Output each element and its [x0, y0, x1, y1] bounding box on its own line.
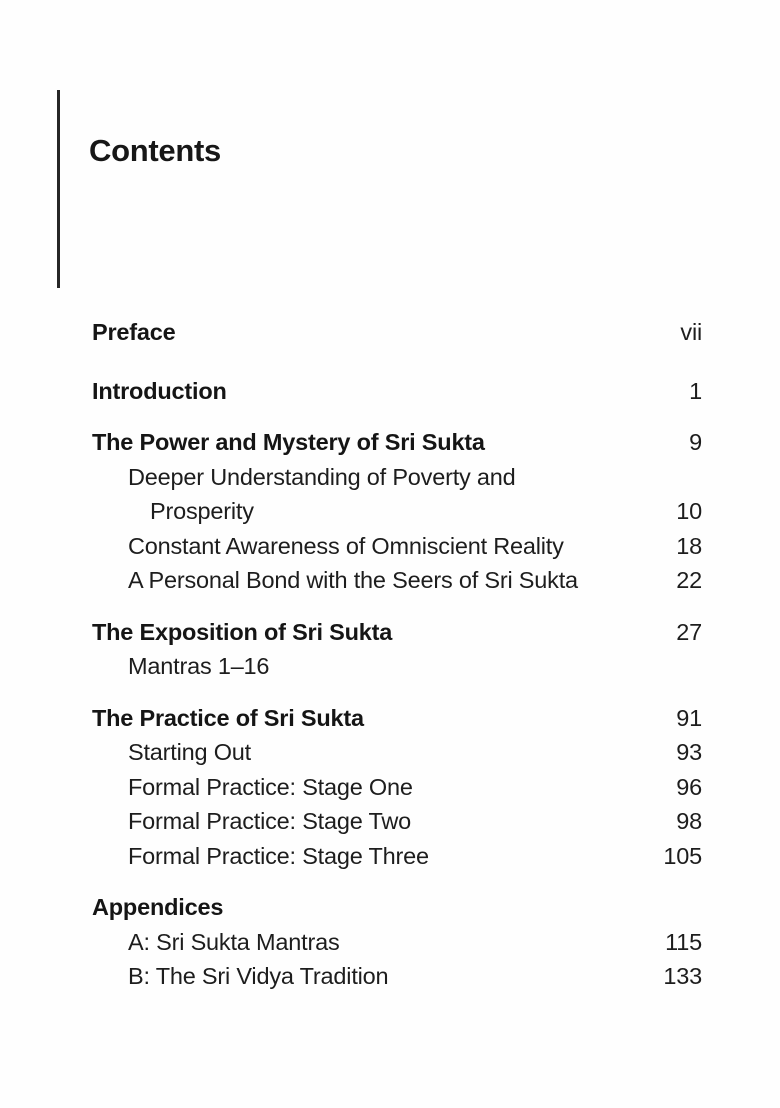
toc-entry-label: Formal Practice: Stage One	[128, 773, 413, 800]
toc-section	[92, 890, 702, 994]
toc-page-number: 18	[676, 532, 702, 559]
toc-entry-label: The Power and Mystery of Sri Sukta	[92, 429, 485, 455]
toc-entry-label: Preface	[92, 319, 176, 345]
toc-entry-label: Formal Practice: Stage Two	[128, 808, 412, 834]
toc-entry-label: The Exposition of Sri Sukta	[92, 618, 393, 645]
toc-page-number: 1	[689, 377, 702, 404]
toc-page-number: 115	[665, 928, 702, 955]
toc-section	[92, 615, 702, 684]
toc-entry	[92, 563, 702, 598]
toc-entry-label: A Personal Bond with the Seers of Sri Sukta	[128, 567, 578, 593]
toc-entry-label: Appendices	[92, 894, 224, 920]
toc-entry	[92, 529, 702, 564]
toc-section	[92, 701, 702, 874]
toc-page-number: 22	[676, 567, 702, 593]
toc-entry-label: Starting Out	[128, 739, 251, 765]
toc-entry	[92, 925, 702, 960]
toc-entry-label: The Practice of Sri Sukta	[92, 704, 364, 731]
toc-entry	[92, 735, 702, 770]
toc-entry	[92, 804, 702, 839]
toc-entry-label: Deeper Understanding of Poverty and	[128, 463, 516, 490]
toc-entry	[92, 839, 702, 874]
toc-section	[92, 425, 702, 598]
toc-entry	[92, 770, 702, 805]
toc-page-number: 91	[676, 704, 702, 731]
toc-page-number: vii	[680, 319, 702, 345]
toc-page-number: 27	[676, 618, 702, 645]
toc-entry-label: Constant Awareness of Omniscient Reality	[128, 532, 564, 559]
toc-entry	[92, 425, 702, 460]
toc-entry-label: Introduction	[92, 377, 227, 404]
toc-page-number: 9	[689, 429, 702, 455]
toc-entry	[92, 315, 702, 350]
toc-entry	[92, 701, 702, 736]
toc-entry	[92, 890, 702, 925]
page-title: Contents	[89, 132, 221, 168]
table-of-contents	[92, 315, 702, 994]
toc-page-number: 93	[676, 739, 702, 765]
toc-entry-label: Formal Practice: Stage Three	[128, 842, 429, 869]
decorative-vertical-rule	[57, 90, 60, 288]
toc-entry-label: Prosperity	[150, 498, 254, 524]
toc-page-number: 96	[676, 773, 702, 800]
toc-entry-label: A: Sri Sukta Mantras	[128, 928, 340, 955]
toc-entry	[92, 494, 702, 529]
toc-entry-label: Mantras 1–16	[128, 653, 270, 679]
toc-entry	[92, 460, 702, 495]
toc-entry-label: B: The Sri Vidya Tradition	[128, 963, 389, 989]
toc-page-number: 105	[663, 842, 702, 869]
toc-section	[92, 315, 702, 350]
toc-entry	[92, 374, 702, 409]
toc-section	[92, 374, 702, 409]
toc-entry	[92, 959, 702, 994]
toc-entry	[92, 649, 702, 684]
toc-page-number: 133	[663, 963, 702, 989]
toc-page-number: 10	[676, 498, 702, 524]
toc-entry	[92, 615, 702, 650]
toc-page-number: 98	[676, 808, 702, 834]
